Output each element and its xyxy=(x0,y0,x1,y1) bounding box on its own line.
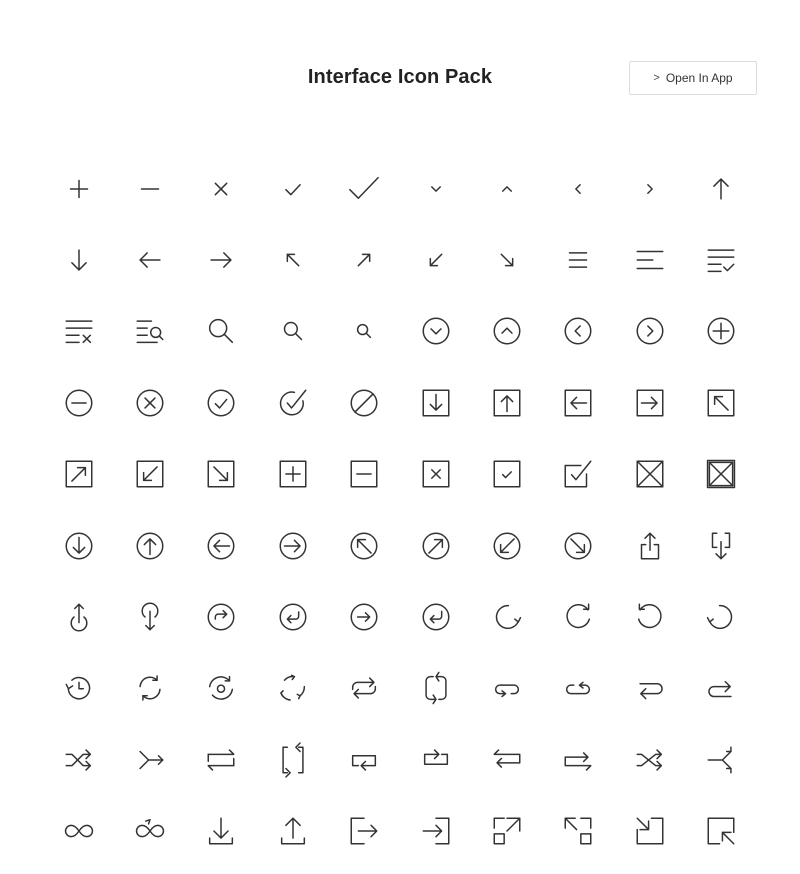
arrows-right-icon[interactable] xyxy=(543,724,614,795)
circle-enter-icon[interactable] xyxy=(400,581,471,652)
shuffle-icon[interactable] xyxy=(43,724,114,795)
circle-return-left-glyph xyxy=(276,600,310,634)
chevron-right-glyph xyxy=(633,172,667,206)
arrows-left-glyph xyxy=(490,743,524,777)
circle-chevron-up-icon[interactable] xyxy=(471,296,542,367)
circle-forward-glyph xyxy=(347,600,381,634)
collapse-corner-glyph xyxy=(561,814,595,848)
minus-glyph xyxy=(133,172,167,206)
square-arrow-up-left-icon[interactable] xyxy=(686,367,757,438)
square-arrow-up-right-glyph xyxy=(62,457,96,491)
menu-icon[interactable] xyxy=(543,224,614,295)
circle-chevron-down-icon[interactable] xyxy=(400,296,471,367)
expand-corner-glyph xyxy=(490,814,524,848)
refresh-arrows-glyph xyxy=(276,671,310,705)
arrow-up-left-glyph xyxy=(276,243,310,277)
infinity-icon[interactable] xyxy=(43,796,114,867)
square-arrow-left-glyph xyxy=(561,386,595,420)
sync-icon[interactable] xyxy=(114,653,185,724)
rotate-cw-glyph xyxy=(561,600,595,634)
list-check-icon[interactable] xyxy=(686,224,757,295)
circle-chevron-right-icon[interactable] xyxy=(614,296,685,367)
rotate-cw-icon[interactable] xyxy=(543,581,614,652)
circle-arrow-up-left-icon[interactable] xyxy=(329,510,400,581)
rotate-ccw-glyph xyxy=(633,600,667,634)
circle-arrow-up-icon[interactable] xyxy=(114,510,185,581)
shuffle-alt-icon[interactable] xyxy=(614,724,685,795)
loop-left-glyph xyxy=(347,743,381,777)
redo-right-icon[interactable] xyxy=(686,653,757,724)
login-icon[interactable] xyxy=(400,796,471,867)
circle-arrow-up-glyph xyxy=(133,529,167,563)
circle-arrow-down-left-icon[interactable] xyxy=(471,510,542,581)
loop-forward-glyph xyxy=(561,671,595,705)
repeat-glyph xyxy=(347,671,381,705)
arrow-down-glyph xyxy=(62,243,96,277)
square-arrow-up-left-glyph xyxy=(704,386,738,420)
resize-up-right-icon[interactable] xyxy=(686,796,757,867)
power-down-icon[interactable] xyxy=(114,581,185,652)
circle-check-open-icon[interactable] xyxy=(257,367,328,438)
menu-glyph xyxy=(561,243,595,277)
shuffle-glyph xyxy=(62,743,96,777)
square-check-glyph xyxy=(490,457,524,491)
square-arrow-up-right-icon[interactable] xyxy=(43,439,114,510)
check-large-icon[interactable] xyxy=(329,153,400,224)
infinity-alt-glyph xyxy=(133,814,167,848)
open-in-app-label: Open In App xyxy=(665,71,733,85)
share-down-glyph xyxy=(704,529,738,563)
circle-chevron-down-glyph xyxy=(419,314,453,348)
circle-enter-glyph xyxy=(419,600,453,634)
resize-down-left-icon[interactable] xyxy=(614,796,685,867)
square-minus-glyph xyxy=(347,457,381,491)
square-cross-large-icon[interactable] xyxy=(614,439,685,510)
circle-arrow-up-left-glyph xyxy=(347,529,381,563)
check-icon[interactable] xyxy=(257,153,328,224)
chevron-left-icon[interactable] xyxy=(543,153,614,224)
loop-forward-icon[interactable] xyxy=(543,653,614,724)
close-glyph xyxy=(204,172,238,206)
list-search-glyph xyxy=(133,314,167,348)
loop-return-icon[interactable] xyxy=(471,653,542,724)
circle-arrow-down-glyph xyxy=(62,529,96,563)
upload-glyph xyxy=(276,814,310,848)
return-left-glyph xyxy=(633,671,667,705)
list-remove-glyph xyxy=(62,314,96,348)
circle-arrow-down-right-icon[interactable] xyxy=(543,510,614,581)
rotate-ccw-icon[interactable] xyxy=(614,581,685,652)
repeat-vertical-glyph xyxy=(419,671,453,705)
square-arrow-down-right-glyph xyxy=(204,457,238,491)
search-medium-glyph xyxy=(276,314,310,348)
square-minus-icon[interactable] xyxy=(329,439,400,510)
chevron-down-glyph xyxy=(419,172,453,206)
icon-grid xyxy=(43,153,757,867)
merge-right-glyph xyxy=(704,743,738,777)
power-down-glyph xyxy=(133,600,167,634)
search-large-icon[interactable] xyxy=(186,296,257,367)
circle-redirect-right-icon[interactable] xyxy=(186,581,257,652)
chevron-up-glyph xyxy=(490,172,524,206)
circle-forbidden-glyph xyxy=(347,386,381,420)
circle-return-left-icon[interactable] xyxy=(257,581,328,652)
resize-up-right-glyph xyxy=(704,814,738,848)
chevron-left-glyph xyxy=(561,172,595,206)
collapse-corner-icon[interactable] xyxy=(543,796,614,867)
loop-right-glyph xyxy=(419,743,453,777)
chevron-down-icon[interactable] xyxy=(400,153,471,224)
open-in-app-button[interactable] xyxy=(629,61,757,95)
arrow-left-icon[interactable] xyxy=(114,224,185,295)
close-icon[interactable] xyxy=(186,153,257,224)
square-arrow-down-right-icon[interactable] xyxy=(186,439,257,510)
arrow-up-icon[interactable] xyxy=(686,153,757,224)
square-plus-icon[interactable] xyxy=(257,439,328,510)
list-check-glyph xyxy=(704,243,738,277)
square-arrow-up-glyph xyxy=(490,386,524,420)
square-check-open-glyph xyxy=(561,457,595,491)
chevron-right-icon[interactable] xyxy=(614,153,685,224)
upload-icon[interactable] xyxy=(257,796,328,867)
sync-glyph xyxy=(133,671,167,705)
circle-arrow-up-right-glyph xyxy=(419,529,453,563)
list-search-icon[interactable] xyxy=(114,296,185,367)
circle-arrow-right-icon[interactable] xyxy=(257,510,328,581)
circle-plus-icon[interactable] xyxy=(686,296,757,367)
arrow-up-glyph xyxy=(704,172,738,206)
square-close-icon[interactable] xyxy=(400,439,471,510)
download-glyph xyxy=(204,814,238,848)
plus-glyph xyxy=(62,172,96,206)
search-small-icon[interactable] xyxy=(329,296,400,367)
merge-left-icon[interactable] xyxy=(114,724,185,795)
arrow-down-right-glyph xyxy=(490,243,524,277)
align-left-glyph xyxy=(633,243,667,277)
circle-chevron-up-glyph xyxy=(490,314,524,348)
search-medium-icon[interactable] xyxy=(257,296,328,367)
circle-arrow-up-right-icon[interactable] xyxy=(400,510,471,581)
history-glyph xyxy=(62,671,96,705)
loop-return-glyph xyxy=(490,671,524,705)
infinity-alt-icon[interactable] xyxy=(114,796,185,867)
logout-glyph xyxy=(347,814,381,848)
square-arrow-down-left-glyph xyxy=(133,457,167,491)
transfer-horizontal-glyph xyxy=(204,743,238,777)
square-arrow-right-icon[interactable] xyxy=(614,367,685,438)
square-arrow-up-icon[interactable] xyxy=(471,367,542,438)
login-glyph xyxy=(419,814,453,848)
arrow-down-left-icon[interactable] xyxy=(400,224,471,295)
arrow-down-right-icon[interactable] xyxy=(471,224,542,295)
transfer-vertical-icon[interactable] xyxy=(257,724,328,795)
loop-left-icon[interactable] xyxy=(329,724,400,795)
square-check-open-icon[interactable] xyxy=(543,439,614,510)
arrow-up-right-glyph xyxy=(347,243,381,277)
circle-chevron-left-icon[interactable] xyxy=(543,296,614,367)
arrows-left-icon[interactable] xyxy=(471,724,542,795)
square-cross-filled-icon[interactable] xyxy=(686,439,757,510)
circle-close-icon[interactable] xyxy=(114,367,185,438)
arrow-up-right-icon[interactable] xyxy=(329,224,400,295)
search-large-glyph xyxy=(204,314,238,348)
share-down-icon[interactable] xyxy=(686,510,757,581)
page-title: Interface Icon Pack xyxy=(307,66,493,88)
circle-plus-glyph xyxy=(704,314,738,348)
arrows-right-glyph xyxy=(561,743,595,777)
loop-right-icon[interactable] xyxy=(400,724,471,795)
circle-close-glyph xyxy=(133,386,167,420)
arrow-right-icon[interactable] xyxy=(186,224,257,295)
merge-right-icon[interactable] xyxy=(686,724,757,795)
transfer-vertical-glyph xyxy=(276,743,310,777)
rotate-ccw-arc-glyph xyxy=(704,600,738,634)
repeat-vertical-icon[interactable] xyxy=(400,653,471,724)
repeat-icon[interactable] xyxy=(329,653,400,724)
square-plus-glyph xyxy=(276,457,310,491)
square-check-icon[interactable] xyxy=(471,439,542,510)
download-icon[interactable] xyxy=(186,796,257,867)
arrow-up-left-icon[interactable] xyxy=(257,224,328,295)
rotate-cw-arc-icon[interactable] xyxy=(471,581,542,652)
check-large-glyph xyxy=(347,172,381,206)
square-arrow-down-glyph xyxy=(419,386,453,420)
chevron-right-icon: > xyxy=(653,72,660,84)
arrow-left-glyph xyxy=(133,243,167,277)
rotate-cw-arc-glyph xyxy=(490,600,524,634)
rotate-eye-glyph xyxy=(204,671,238,705)
check-glyph xyxy=(276,172,310,206)
infinity-glyph xyxy=(62,814,96,848)
circle-redirect-right-glyph xyxy=(204,600,238,634)
circle-arrow-down-left-glyph xyxy=(490,529,524,563)
power-up-icon[interactable] xyxy=(43,581,114,652)
square-close-glyph xyxy=(419,457,453,491)
rotate-ccw-arc-icon[interactable] xyxy=(686,581,757,652)
transfer-horizontal-icon[interactable] xyxy=(186,724,257,795)
power-up-glyph xyxy=(62,600,96,634)
circle-arrow-down-icon[interactable] xyxy=(43,510,114,581)
logout-icon[interactable] xyxy=(329,796,400,867)
circle-arrow-down-right-glyph xyxy=(561,529,595,563)
circle-check-icon[interactable] xyxy=(186,367,257,438)
circle-chevron-left-glyph xyxy=(561,314,595,348)
square-arrow-right-glyph xyxy=(633,386,667,420)
merge-left-glyph xyxy=(133,743,167,777)
redo-right-glyph xyxy=(704,671,738,705)
square-cross-filled-glyph xyxy=(704,457,738,491)
circle-check-glyph xyxy=(204,386,238,420)
rotate-eye-icon[interactable] xyxy=(186,653,257,724)
chevron-up-icon[interactable] xyxy=(471,153,542,224)
circle-minus-glyph xyxy=(62,386,96,420)
return-left-icon[interactable] xyxy=(614,653,685,724)
list-remove-icon[interactable] xyxy=(43,296,114,367)
circle-forward-icon[interactable] xyxy=(329,581,400,652)
circle-arrow-right-glyph xyxy=(276,529,310,563)
square-arrow-left-icon[interactable] xyxy=(543,367,614,438)
align-left-icon[interactable] xyxy=(614,224,685,295)
share-up-glyph xyxy=(633,529,667,563)
arrow-right-glyph xyxy=(204,243,238,277)
square-arrow-down-icon[interactable] xyxy=(400,367,471,438)
circle-arrow-left-icon[interactable] xyxy=(186,510,257,581)
circle-chevron-right-glyph xyxy=(633,314,667,348)
square-arrow-down-left-icon[interactable] xyxy=(114,439,185,510)
expand-corner-icon[interactable] xyxy=(471,796,542,867)
arrow-down-icon[interactable] xyxy=(43,224,114,295)
search-small-glyph xyxy=(347,314,381,348)
history-icon[interactable] xyxy=(43,653,114,724)
resize-down-left-glyph xyxy=(633,814,667,848)
circle-forbidden-icon[interactable] xyxy=(329,367,400,438)
share-up-icon[interactable] xyxy=(614,510,685,581)
shuffle-alt-glyph xyxy=(633,743,667,777)
minus-icon[interactable] xyxy=(114,153,185,224)
refresh-arrows-icon[interactable] xyxy=(257,653,328,724)
circle-arrow-left-glyph xyxy=(204,529,238,563)
arrow-down-left-glyph xyxy=(419,243,453,277)
circle-check-open-glyph xyxy=(276,386,310,420)
square-cross-large-glyph xyxy=(633,457,667,491)
plus-icon[interactable] xyxy=(43,153,114,224)
circle-minus-icon[interactable] xyxy=(43,367,114,438)
